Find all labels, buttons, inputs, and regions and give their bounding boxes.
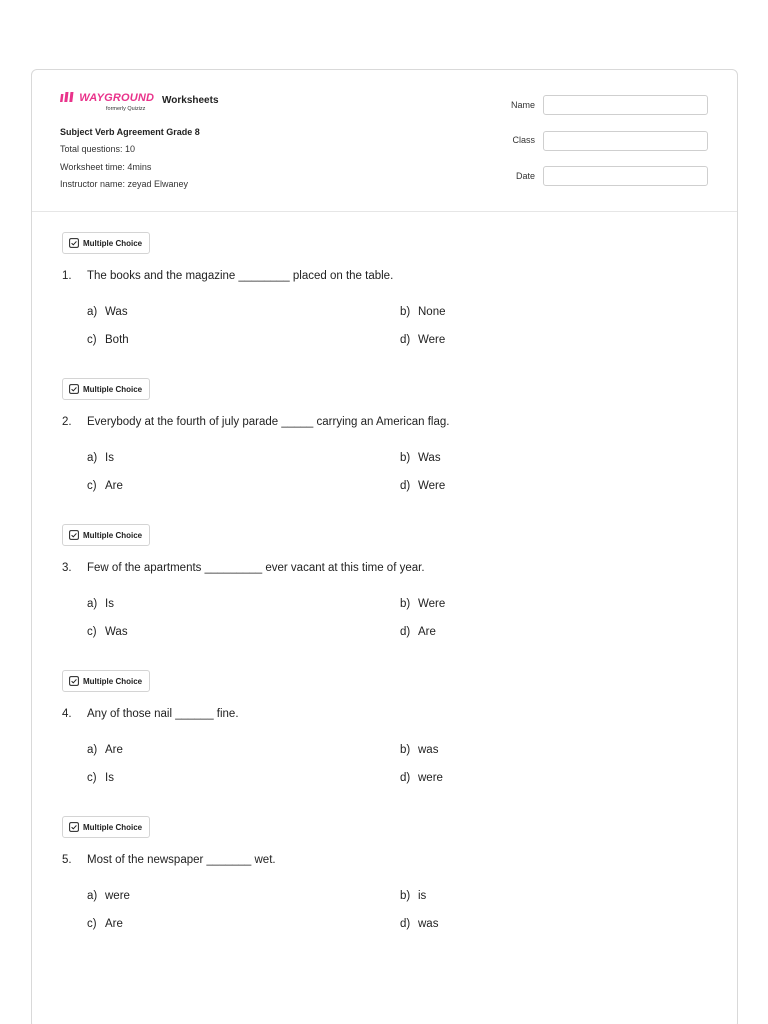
class-label: Class [512, 135, 535, 145]
question-prompt: Everybody at the fourth of july parade _____ carrying an American flag. [87, 416, 450, 428]
option-letter: d) [400, 918, 411, 930]
option-text: Is [105, 598, 114, 610]
option-text: Is [105, 772, 114, 784]
answer-option[interactable] [87, 626, 128, 638]
question-text [62, 416, 449, 428]
answer-option[interactable] [400, 890, 426, 902]
option-text: was [418, 918, 439, 930]
question-block [32, 524, 737, 670]
question-type-badge [62, 232, 150, 254]
class-field[interactable] [543, 131, 708, 151]
worksheet-title: Subject Verb Agreement Grade 8 [60, 127, 200, 137]
question-block [32, 232, 737, 378]
checkbox-icon [69, 676, 79, 686]
worksheet-time: Worksheet time: 4mins [60, 162, 152, 172]
name-field[interactable] [543, 95, 708, 115]
logo-subtitle: formerly Quizizz [106, 106, 146, 112]
option-letter: d) [400, 334, 411, 346]
option-text: Was [418, 452, 441, 464]
option-letter: a) [87, 306, 98, 318]
worksheet-header [32, 70, 737, 212]
question-number: 1. [62, 270, 72, 282]
option-letter: a) [87, 598, 98, 610]
answer-option[interactable] [400, 306, 446, 318]
question-number: 2. [62, 416, 72, 428]
option-letter: c) [87, 772, 97, 784]
answer-option[interactable] [87, 744, 123, 756]
option-letter: a) [87, 452, 98, 464]
option-letter: c) [87, 626, 97, 638]
checkbox-icon [69, 384, 79, 394]
option-letter: c) [87, 480, 97, 492]
question-type-label: Multiple Choice [83, 238, 143, 248]
option-letter: a) [87, 890, 98, 902]
answer-option[interactable] [87, 334, 129, 346]
option-text: Were [418, 598, 446, 610]
option-text: Are [105, 480, 123, 492]
option-letter: d) [400, 772, 411, 784]
question-number: 4. [62, 708, 72, 720]
logo-bars-icon [60, 92, 76, 103]
option-letter: a) [87, 744, 98, 756]
checkbox-icon [69, 530, 79, 540]
option-text: Both [105, 334, 129, 346]
question-type-label: Multiple Choice [83, 676, 143, 686]
option-text: Are [418, 626, 436, 638]
option-text: were [105, 890, 130, 902]
answer-option[interactable] [87, 480, 123, 492]
question-prompt: The books and the magazine ________ placed on the table. [87, 270, 394, 282]
option-text: Is [105, 452, 114, 464]
logo-brand-text: WAYGROUND [79, 92, 155, 104]
option-text: is [418, 890, 427, 902]
option-letter: d) [400, 480, 411, 492]
product-name: Worksheets [162, 95, 219, 106]
option-text: Were [418, 480, 446, 492]
option-letter: d) [400, 626, 411, 638]
question-prompt: Few of the apartments _________ ever vacant at this time of year. [87, 562, 425, 574]
question-type-badge [62, 378, 150, 400]
question-type-badge [62, 816, 150, 838]
answer-option[interactable] [400, 918, 438, 930]
question-type-badge [62, 670, 150, 692]
option-text: Are [105, 918, 123, 930]
option-text: were [418, 772, 443, 784]
option-text: was [418, 744, 439, 756]
question-prompt: Any of those nail ______ fine. [87, 708, 239, 720]
question-text [62, 562, 425, 574]
answer-option[interactable] [87, 452, 114, 464]
option-letter: b) [400, 598, 411, 610]
option-text: None [418, 306, 446, 318]
question-block [32, 378, 737, 524]
answer-option[interactable] [400, 334, 445, 346]
question-text [62, 270, 393, 282]
date-label: Date [515, 171, 535, 181]
question-type-badge [62, 524, 150, 546]
option-letter: b) [400, 890, 411, 902]
question-type-label: Multiple Choice [83, 384, 143, 394]
date-field[interactable] [543, 166, 708, 186]
logo-wordmark [60, 92, 154, 104]
option-text: Were [418, 334, 446, 346]
answer-option[interactable] [400, 452, 441, 464]
option-letter: b) [400, 452, 411, 464]
question-type-label: Multiple Choice [83, 822, 143, 832]
answer-option[interactable] [87, 306, 128, 318]
worksheet-page [31, 69, 738, 1024]
question-block [32, 670, 737, 816]
answer-option[interactable] [400, 744, 438, 756]
question-number: 5. [62, 854, 72, 866]
option-text: Was [105, 306, 128, 318]
question-prompt: Most of the newspaper _______ wet. [87, 854, 276, 866]
checkbox-icon [69, 822, 79, 832]
answer-option[interactable] [400, 772, 443, 784]
question-number: 3. [62, 562, 72, 574]
option-letter: c) [87, 918, 97, 930]
question-text [62, 854, 276, 866]
total-questions: Total questions: 10 [60, 144, 136, 154]
answer-option[interactable] [400, 480, 445, 492]
option-letter: b) [400, 744, 411, 756]
answer-option[interactable] [400, 598, 445, 610]
answer-option[interactable] [87, 890, 130, 902]
answer-option[interactable] [87, 598, 114, 610]
question-type-label: Multiple Choice [83, 530, 143, 540]
option-letter: c) [87, 334, 97, 346]
name-label: Name [510, 100, 535, 110]
answer-option[interactable] [400, 626, 436, 638]
instructor-name: Instructor name: zeyad Elwaney [60, 179, 189, 189]
option-letter: b) [400, 306, 411, 318]
checkbox-icon [69, 238, 79, 248]
option-text: Are [105, 744, 123, 756]
answer-option[interactable] [87, 772, 114, 784]
answer-option[interactable] [87, 918, 123, 930]
question-block [32, 816, 737, 962]
question-text [62, 708, 239, 720]
option-text: Was [105, 626, 128, 638]
